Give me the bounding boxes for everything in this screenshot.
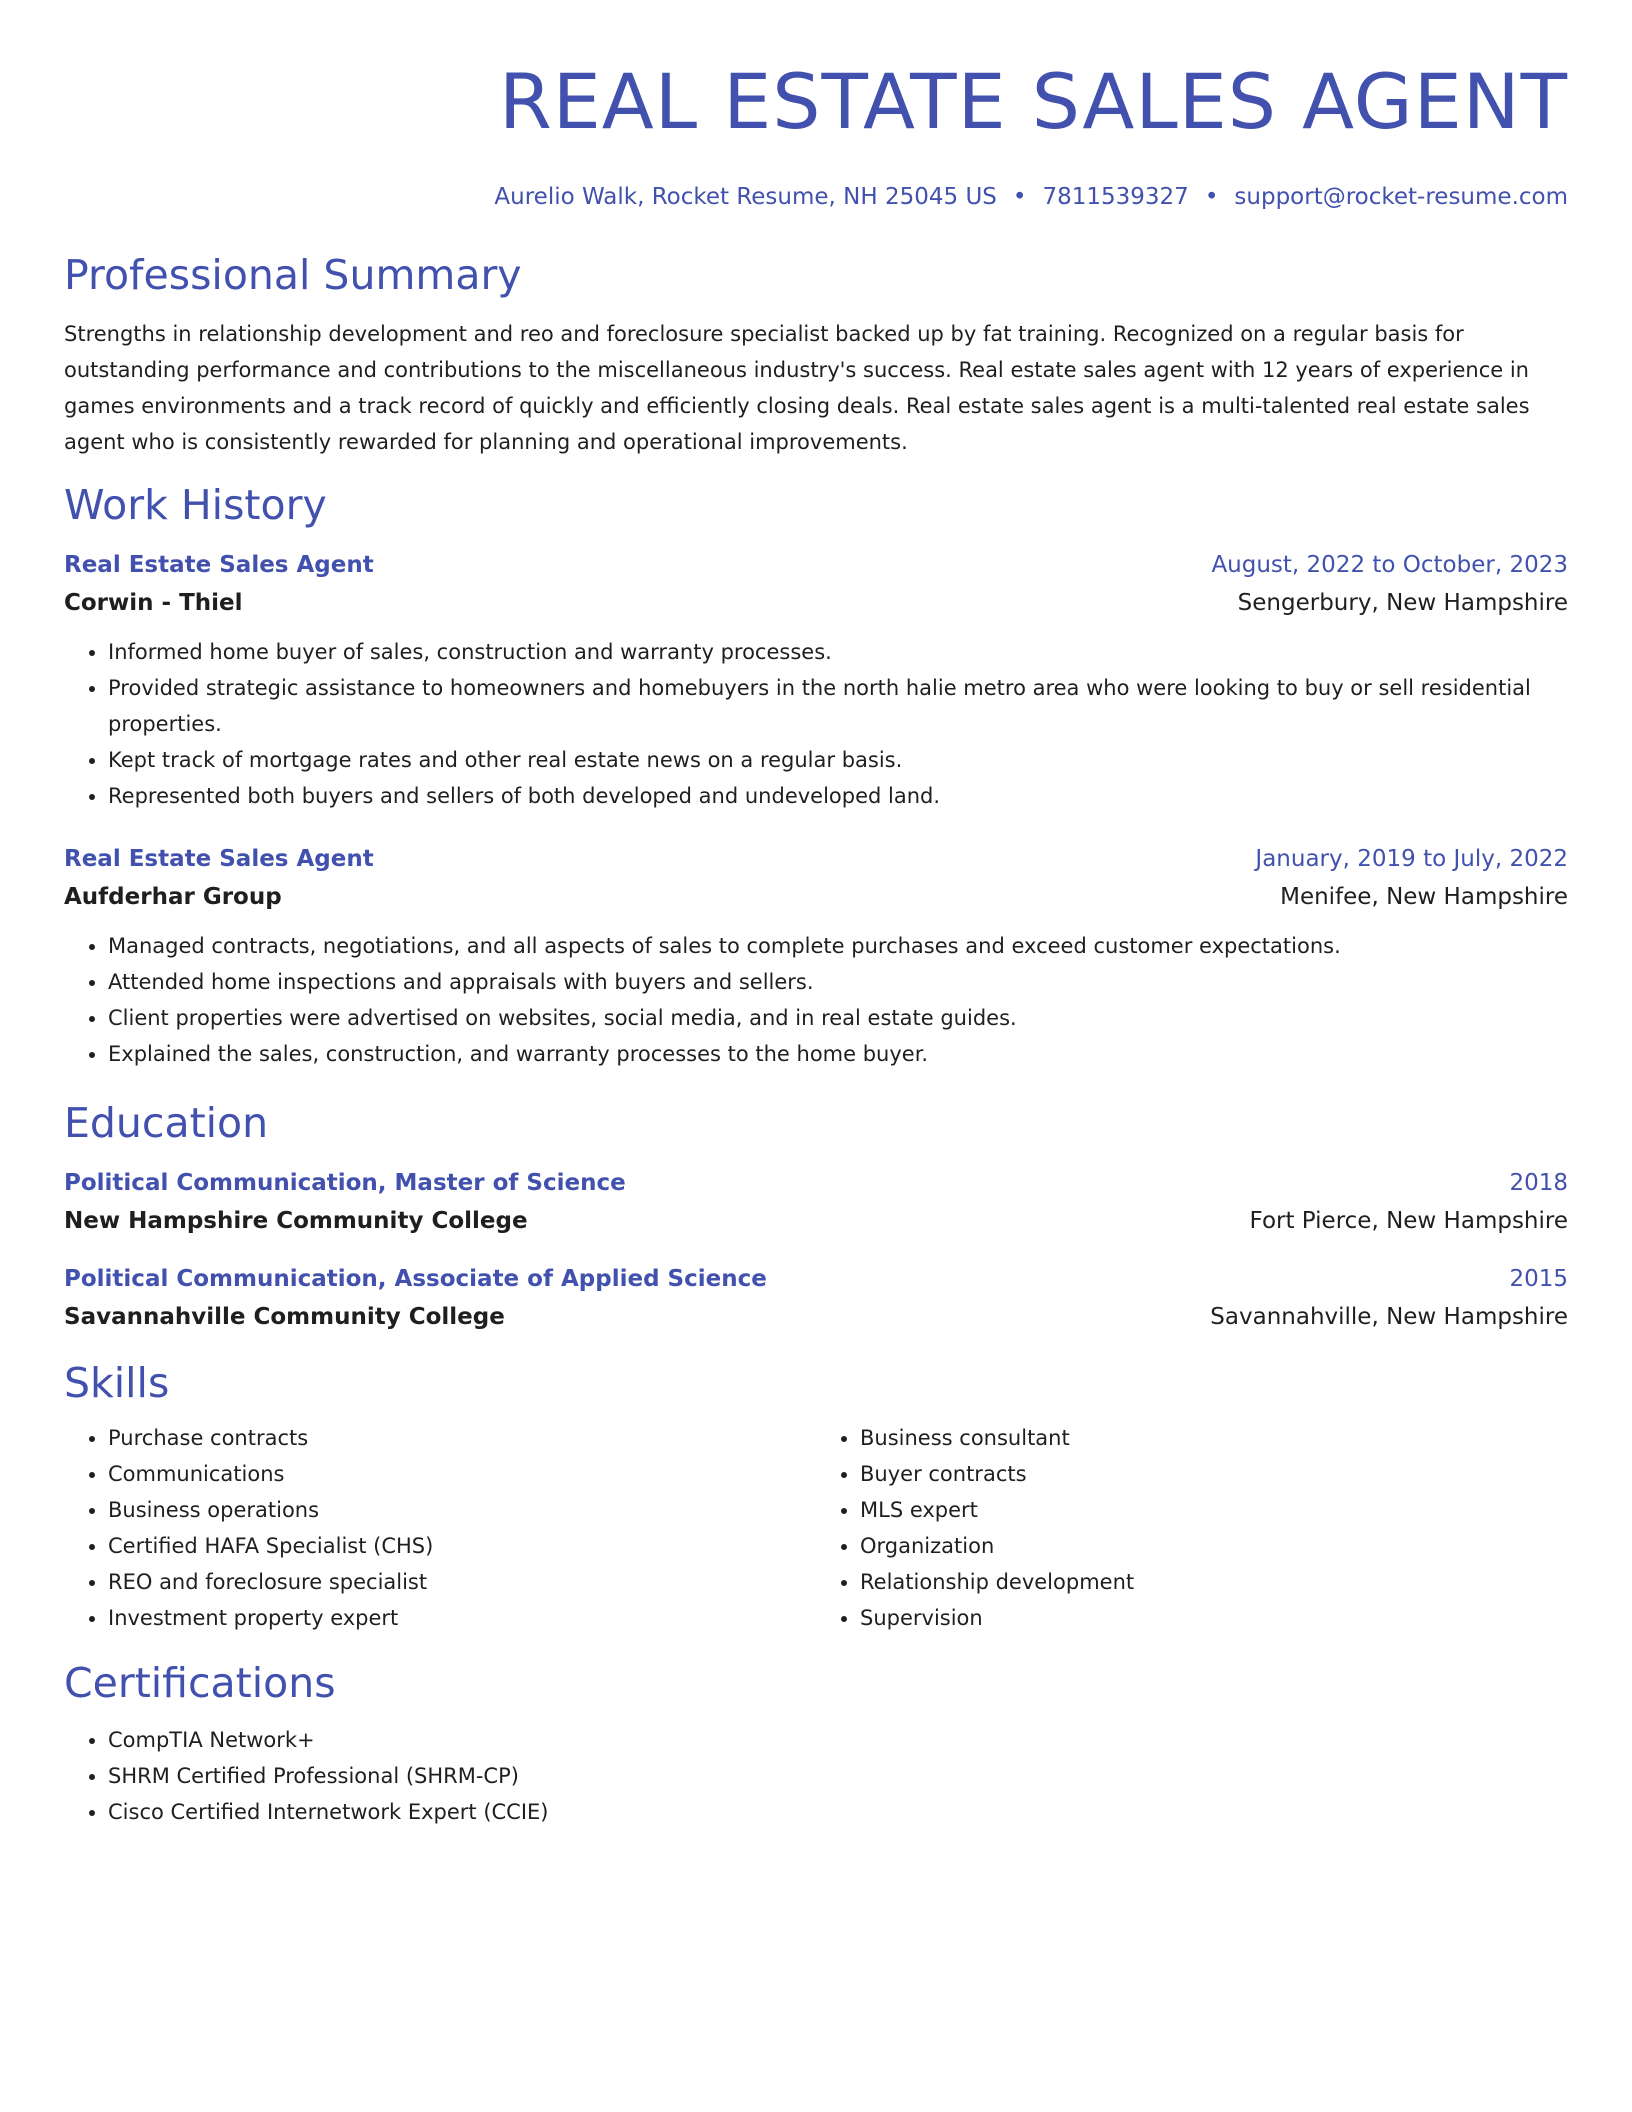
list-item: • Explained the sales, construction, and warranty processes to the home buyer. bbox=[108, 1036, 1568, 1072]
job-dates: August, 2022 to October, 2023 bbox=[1211, 552, 1568, 578]
job-company: Corwin - Thiel bbox=[64, 590, 243, 616]
certifications-heading: Certifications bbox=[64, 1659, 336, 1707]
list-item: • Client properties were advertised on websites, social media, and in real estate guides. bbox=[108, 1000, 1568, 1036]
contact-phone: 7811539327 bbox=[1042, 184, 1189, 210]
job-role: Real Estate Sales Agent bbox=[64, 552, 374, 578]
contact-line bbox=[64, 182, 1568, 212]
list-item: • Purchase contracts bbox=[108, 1420, 816, 1456]
education-degree: Political Communication, Associate of Applied Science bbox=[64, 1266, 767, 1292]
contact-email[interactable]: support@rocket-resume.com bbox=[1234, 184, 1568, 210]
list-item: • Communications bbox=[108, 1456, 816, 1492]
list-item: • Business operations bbox=[108, 1492, 816, 1528]
skills-columns bbox=[64, 1420, 1568, 1636]
education-school: Savannahville Community College bbox=[64, 1304, 505, 1330]
summary-heading: Professional Summary bbox=[64, 251, 522, 299]
education-year: 2015 bbox=[1509, 1266, 1568, 1292]
skills-list-left bbox=[64, 1420, 816, 1636]
list-item: • Organization bbox=[860, 1528, 1568, 1564]
job-location: Sengerbury, New Hampshire bbox=[1237, 590, 1568, 616]
job-entry bbox=[64, 844, 1568, 1072]
list-item: • Cisco Certified Internetwork Expert (CCIE) bbox=[108, 1794, 1568, 1830]
job-role: Real Estate Sales Agent bbox=[64, 846, 374, 872]
job-bullets bbox=[64, 634, 1568, 814]
list-item: • SHRM Certified Professional (SHRM-CP) bbox=[108, 1758, 1568, 1794]
list-item: • Business consultant bbox=[860, 1420, 1568, 1456]
list-item: • Kept track of mortgage rates and other real estate news on a regular basis. bbox=[108, 742, 1568, 778]
list-item: • Represented both buyers and sellers of both developed and undeveloped land. bbox=[108, 778, 1568, 814]
list-item: • Investment property expert bbox=[108, 1600, 816, 1636]
summary-text: Strengths in relationship development and reo and foreclosure specialist backed up by fat training. Recognized on a regular basis for outstanding performance and contributions to the miscellaneous industry's success. Real estate sales agent with 12 years of experience in games environments and a track record of quickly and efficiently closing deals. Real estate sales agent is a multi-talented real estate sales agent who is consistently rewarded for planning and operational improvements. bbox=[64, 322, 1530, 454]
list-item: • Certified HAFA Specialist (CHS) bbox=[108, 1528, 816, 1564]
list-item: • Buyer contracts bbox=[860, 1456, 1568, 1492]
list-item: • Attended home inspections and appraisals with buyers and sellers. bbox=[108, 964, 1568, 1000]
education-location: Savannahville, New Hampshire bbox=[1210, 1304, 1568, 1330]
page-title: REAL ESTATE SALES AGENT bbox=[498, 57, 1568, 146]
job-location: Menifee, New Hampshire bbox=[1280, 884, 1568, 910]
education-year: 2018 bbox=[1509, 1170, 1568, 1196]
list-item: • REO and foreclosure specialist bbox=[108, 1564, 816, 1600]
resume-header bbox=[64, 52, 1568, 212]
work-history-heading: Work History bbox=[64, 481, 327, 529]
job-bullets bbox=[64, 928, 1568, 1072]
list-item: • Provided strategic assistance to homeowners and homebuyers in the north halie metro area who were looking to buy or sell residential properties. bbox=[108, 670, 1568, 742]
list-item: • Managed contracts, negotiations, and all aspects of sales to complete purchases and exceed customer expectations. bbox=[108, 928, 1568, 964]
education-location: Fort Pierce, New Hampshire bbox=[1249, 1208, 1568, 1234]
skills-heading: Skills bbox=[64, 1359, 170, 1407]
contact-address: Aurelio Walk, Rocket Resume, NH 25045 US bbox=[494, 184, 997, 210]
job-dates: January, 2019 to July, 2022 bbox=[1255, 846, 1568, 872]
certifications-list bbox=[64, 1722, 1568, 1830]
contact-separator: • bbox=[1012, 184, 1027, 210]
list-item: • MLS expert bbox=[860, 1492, 1568, 1528]
job-entry bbox=[64, 550, 1568, 814]
education-entry bbox=[64, 1264, 1568, 1332]
education-entry bbox=[64, 1168, 1568, 1236]
list-item: • Supervision bbox=[860, 1600, 1568, 1636]
skills-list-right bbox=[816, 1420, 1568, 1636]
list-item: • CompTIA Network+ bbox=[108, 1722, 1568, 1758]
education-school: New Hampshire Community College bbox=[64, 1208, 528, 1234]
education-heading: Education bbox=[64, 1099, 269, 1147]
education-degree: Political Communication, Master of Science bbox=[64, 1170, 626, 1196]
list-item: • Informed home buyer of sales, construction and warranty processes. bbox=[108, 634, 1568, 670]
contact-separator: • bbox=[1204, 184, 1219, 210]
job-company: Aufderhar Group bbox=[64, 884, 282, 910]
list-item: • Relationship development bbox=[860, 1564, 1568, 1600]
